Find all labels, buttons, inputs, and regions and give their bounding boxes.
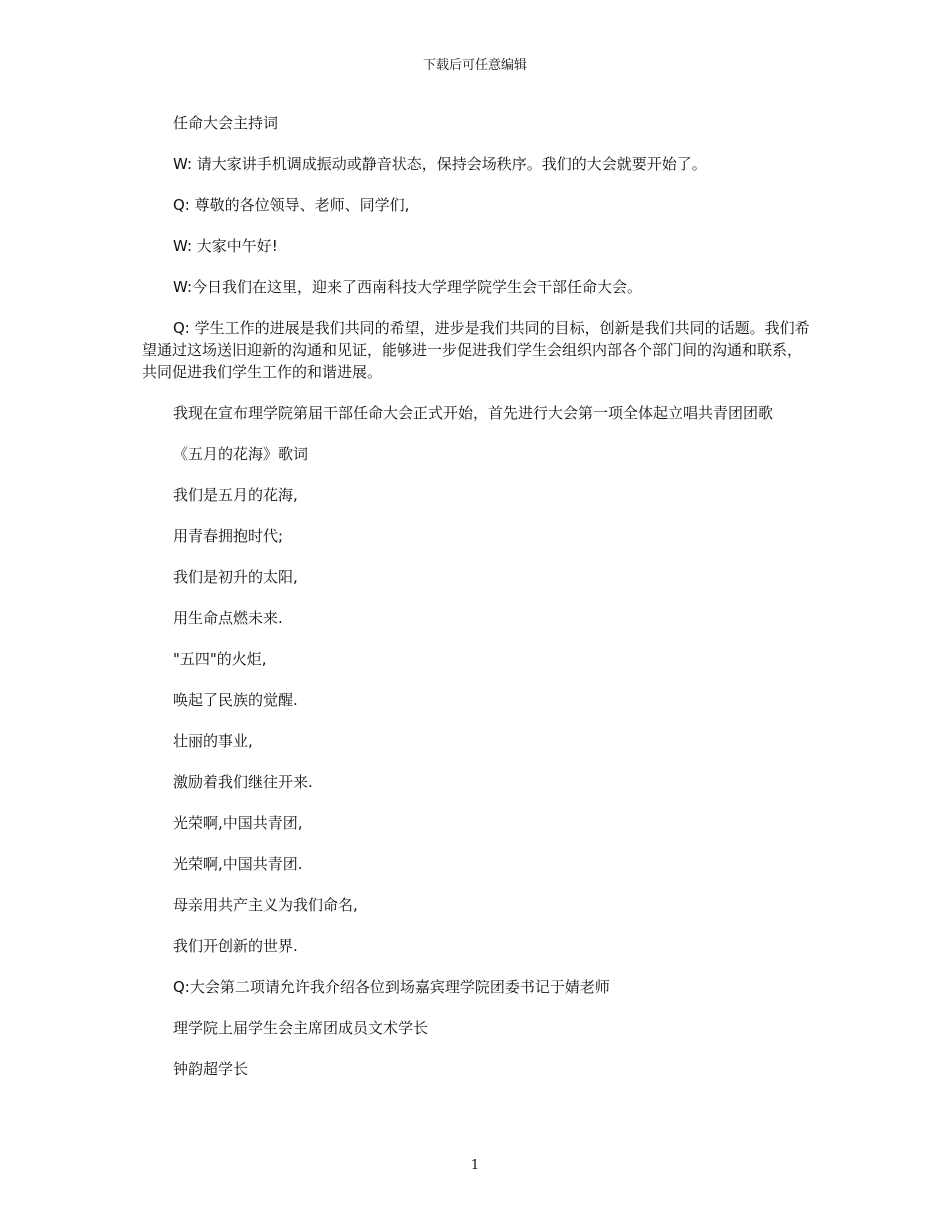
document-title: 任命大会主持词 bbox=[173, 114, 279, 132]
paragraph: 理学院上届学生会主席团成员文术学长 bbox=[173, 1019, 429, 1037]
paragraph: Q:大会第二项请允许我介绍各位到场嘉宾理学院团委书记于婧老师 bbox=[173, 978, 610, 996]
paragraph: W:今日我们在这里，迎来了西南科技大学理学院学生会干部任命大会。 bbox=[173, 278, 643, 296]
page-number: 1 bbox=[470, 1158, 480, 1173]
paragraph: Q: 尊敬的各位领导、老师、同学们, bbox=[173, 196, 410, 214]
lyric-line: 用生命点燃未来. bbox=[173, 609, 283, 627]
lyric-line: 激励着我们继往开来. bbox=[173, 773, 313, 791]
paragraph: W: 请大家讲手机调成振动或静音状态，保持会场秩序。我们的大会就要开始了。 bbox=[173, 155, 707, 173]
lyric-line: 母亲用共产主义为我们命名, bbox=[173, 896, 358, 914]
lyric-line: 用青春拥抱时代; bbox=[173, 527, 284, 545]
paragraph: 钟韵超学长 bbox=[173, 1060, 249, 1078]
paragraph: Q: 学生工作的进展是我们共同的希望，进步是我们共同的目标，创新是我们共同的话题。我们希望通过这场送旧迎新的沟通和见证，能够进一步促进我们学生会组织内部各个部门间的沟通和联系，共同促进我们学生工作的和谐进展。 bbox=[142, 319, 810, 381]
header-note: 下载后可任意编辑 bbox=[422, 58, 527, 73]
paragraph: 我现在宣布理学院第届干部任命大会正式开始，首先进行大会第一项全体起立唱共青团团歌 bbox=[173, 404, 774, 422]
lyric-line: 唤起了民族的觉醒. bbox=[173, 691, 298, 709]
lyric-line: "五四"的火炬, bbox=[173, 650, 267, 668]
lyric-line: 壮丽的事业, bbox=[173, 732, 253, 750]
lyric-line: 我们是初升的太阳, bbox=[173, 568, 298, 586]
song-title: 《五月的花海》歌词 bbox=[173, 445, 309, 463]
lyric-line: 光荣啊,中国共青团, bbox=[173, 814, 303, 832]
lyric-line: 光荣啊,中国共青团. bbox=[173, 855, 303, 873]
lyric-line: 我们是五月的花海, bbox=[173, 486, 298, 504]
lyric-line: 我们开创新的世界. bbox=[173, 937, 298, 955]
paragraph: W: 大家中午好! bbox=[173, 237, 278, 255]
document-body bbox=[142, 112, 814, 1099]
